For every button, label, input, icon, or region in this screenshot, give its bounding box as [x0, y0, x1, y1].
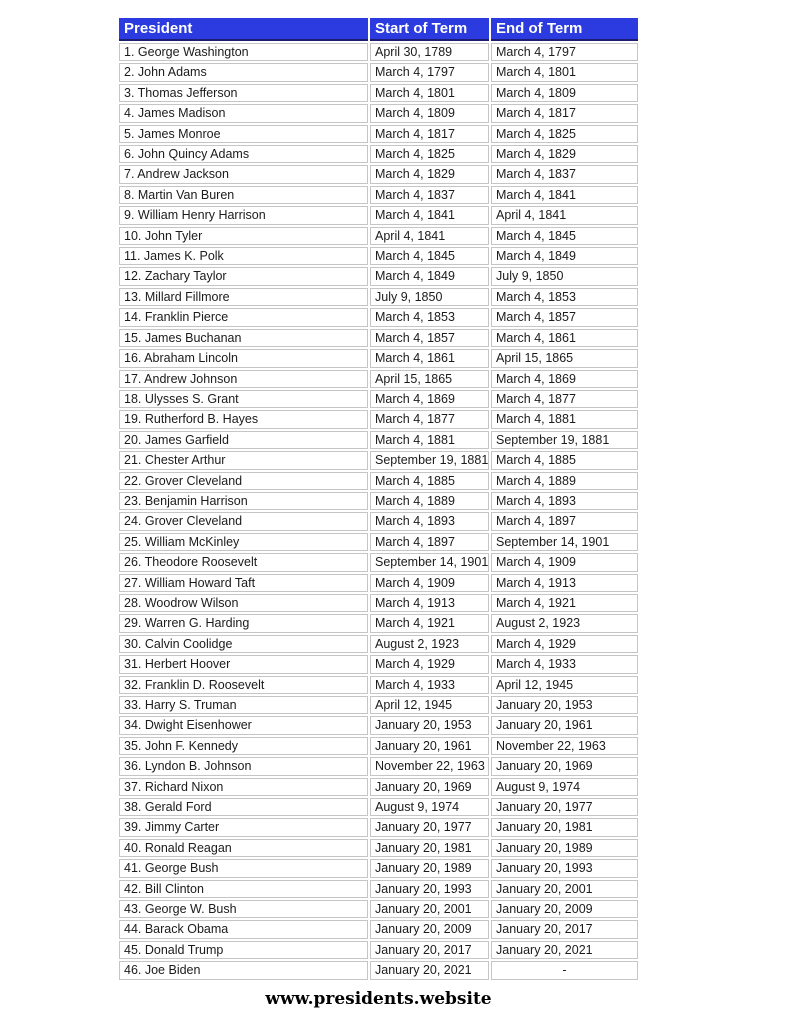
- president-cell: 22. Grover Cleveland: [119, 472, 368, 490]
- start-of-term-cell: March 4, 1797: [370, 63, 489, 81]
- end-of-term-cell: March 4, 1929: [491, 635, 638, 653]
- president-cell: 31. Herbert Hoover: [119, 655, 368, 673]
- end-of-term-cell: January 20, 1961: [491, 716, 638, 734]
- president-cell: 5. James Monroe: [119, 125, 368, 143]
- end-of-term-cell: March 4, 1829: [491, 145, 638, 163]
- start-of-term-cell: March 4, 1921: [370, 614, 489, 632]
- start-of-term-cell: March 4, 1825: [370, 145, 489, 163]
- start-of-term-cell: April 12, 1945: [370, 696, 489, 714]
- start-of-term-cell: March 4, 1809: [370, 104, 489, 122]
- start-of-term-cell: March 4, 1857: [370, 329, 489, 347]
- president-cell: 36. Lyndon B. Johnson: [119, 757, 368, 775]
- president-cell: 30. Calvin Coolidge: [119, 635, 368, 653]
- presidents-table-container: [117, 16, 640, 1009]
- end-of-term-cell: January 20, 2009: [491, 900, 638, 918]
- end-of-term-cell: January 20, 1981: [491, 818, 638, 836]
- table-row: [119, 798, 638, 816]
- president-cell: 11. James K. Polk: [119, 247, 368, 265]
- start-of-term-cell: March 4, 1841: [370, 206, 489, 224]
- start-of-term-cell: March 4, 1869: [370, 390, 489, 408]
- end-of-term-cell: March 4, 1837: [491, 165, 638, 183]
- president-cell: 8. Martin Van Buren: [119, 186, 368, 204]
- table-row: [119, 778, 638, 796]
- end-of-term-cell: November 22, 1963: [491, 737, 638, 755]
- president-cell: 18. Ulysses S. Grant: [119, 390, 368, 408]
- start-of-term-cell: April 4, 1841: [370, 227, 489, 245]
- start-of-term-cell: March 4, 1877: [370, 410, 489, 428]
- end-of-term-cell: March 4, 1877: [491, 390, 638, 408]
- end-of-term-cell: March 4, 1869: [491, 370, 638, 388]
- table-row: [119, 553, 638, 571]
- president-cell: 28. Woodrow Wilson: [119, 594, 368, 612]
- table-row: [119, 451, 638, 469]
- start-of-term-cell: March 4, 1861: [370, 349, 489, 367]
- end-of-term-cell: March 4, 1853: [491, 288, 638, 306]
- president-cell: 10. John Tyler: [119, 227, 368, 245]
- end-of-term-cell: July 9, 1850: [491, 267, 638, 285]
- end-of-term-cell: August 9, 1974: [491, 778, 638, 796]
- president-cell: 17. Andrew Johnson: [119, 370, 368, 388]
- end-of-term-cell: -: [491, 961, 638, 979]
- table-row: [119, 920, 638, 938]
- table-row: [119, 431, 638, 449]
- table-row: [119, 63, 638, 81]
- column-header-start-of-term: Start of Term: [370, 18, 489, 41]
- end-of-term-cell: April 12, 1945: [491, 676, 638, 694]
- president-cell: 25. William McKinley: [119, 533, 368, 551]
- start-of-term-cell: March 4, 1893: [370, 512, 489, 530]
- table-row: [119, 308, 638, 326]
- end-of-term-cell: March 4, 1857: [491, 308, 638, 326]
- end-of-term-cell: March 4, 1881: [491, 410, 638, 428]
- president-cell: 35. John F. Kennedy: [119, 737, 368, 755]
- table-row: [119, 43, 638, 61]
- president-cell: 39. Jimmy Carter: [119, 818, 368, 836]
- table-row: [119, 492, 638, 510]
- start-of-term-cell: April 30, 1789: [370, 43, 489, 61]
- end-of-term-cell: March 4, 1825: [491, 125, 638, 143]
- table-header: [119, 18, 638, 41]
- table-row: [119, 839, 638, 857]
- president-cell: 14. Franklin Pierce: [119, 308, 368, 326]
- start-of-term-cell: March 4, 1849: [370, 267, 489, 285]
- table-row: [119, 594, 638, 612]
- table-row: [119, 574, 638, 592]
- president-cell: 46. Joe Biden: [119, 961, 368, 979]
- table-row: [119, 104, 638, 122]
- table-row: [119, 267, 638, 285]
- table-row: [119, 614, 638, 632]
- president-cell: 7. Andrew Jackson: [119, 165, 368, 183]
- president-cell: 43. George W. Bush: [119, 900, 368, 918]
- start-of-term-cell: January 20, 2001: [370, 900, 489, 918]
- end-of-term-cell: March 4, 1933: [491, 655, 638, 673]
- start-of-term-cell: January 20, 2009: [370, 920, 489, 938]
- start-of-term-cell: March 4, 1897: [370, 533, 489, 551]
- table-body: [119, 43, 638, 980]
- end-of-term-cell: March 4, 1921: [491, 594, 638, 612]
- start-of-term-cell: March 4, 1845: [370, 247, 489, 265]
- president-cell: 24. Grover Cleveland: [119, 512, 368, 530]
- table-row: [119, 227, 638, 245]
- end-of-term-cell: January 20, 1993: [491, 859, 638, 877]
- end-of-term-cell: January 20, 1953: [491, 696, 638, 714]
- president-cell: 37. Richard Nixon: [119, 778, 368, 796]
- start-of-term-cell: August 2, 1923: [370, 635, 489, 653]
- site-url-text: www.presidents.website: [265, 988, 492, 1009]
- table-row: [119, 349, 638, 367]
- president-cell: 2. John Adams: [119, 63, 368, 81]
- table-row: [119, 165, 638, 183]
- president-cell: 1. George Washington: [119, 43, 368, 61]
- president-cell: 21. Chester Arthur: [119, 451, 368, 469]
- president-cell: 34. Dwight Eisenhower: [119, 716, 368, 734]
- start-of-term-cell: January 20, 1977: [370, 818, 489, 836]
- start-of-term-cell: March 4, 1889: [370, 492, 489, 510]
- end-of-term-cell: January 20, 1969: [491, 757, 638, 775]
- table-row: [119, 757, 638, 775]
- end-of-term-cell: April 15, 1865: [491, 349, 638, 367]
- end-of-term-cell: March 4, 1889: [491, 472, 638, 490]
- end-of-term-cell: March 4, 1897: [491, 512, 638, 530]
- start-of-term-cell: September 14, 1901: [370, 553, 489, 571]
- president-cell: 23. Benjamin Harrison: [119, 492, 368, 510]
- start-of-term-cell: January 20, 1993: [370, 880, 489, 898]
- end-of-term-cell: January 20, 2017: [491, 920, 638, 938]
- president-cell: 27. William Howard Taft: [119, 574, 368, 592]
- header-row: [119, 18, 638, 41]
- start-of-term-cell: January 20, 1961: [370, 737, 489, 755]
- end-of-term-cell: March 4, 1913: [491, 574, 638, 592]
- president-cell: 16. Abraham Lincoln: [119, 349, 368, 367]
- end-of-term-cell: August 2, 1923: [491, 614, 638, 632]
- end-of-term-cell: September 19, 1881: [491, 431, 638, 449]
- table-row: [119, 390, 638, 408]
- president-cell: 13. Millard Fillmore: [119, 288, 368, 306]
- president-cell: 29. Warren G. Harding: [119, 614, 368, 632]
- table-row: [119, 716, 638, 734]
- president-cell: 38. Gerald Ford: [119, 798, 368, 816]
- start-of-term-cell: August 9, 1974: [370, 798, 489, 816]
- table-row: [119, 676, 638, 694]
- table-row: [119, 880, 638, 898]
- end-of-term-cell: January 20, 1989: [491, 839, 638, 857]
- end-of-term-cell: March 4, 1885: [491, 451, 638, 469]
- president-cell: 45. Donald Trump: [119, 941, 368, 959]
- president-cell: 9. William Henry Harrison: [119, 206, 368, 224]
- table-row: [119, 247, 638, 265]
- start-of-term-cell: March 4, 1817: [370, 125, 489, 143]
- end-of-term-cell: January 20, 2021: [491, 941, 638, 959]
- start-of-term-cell: January 20, 2021: [370, 961, 489, 979]
- start-of-term-cell: September 19, 1881: [370, 451, 489, 469]
- table-row: [119, 961, 638, 979]
- president-cell: 42. Bill Clinton: [119, 880, 368, 898]
- start-of-term-cell: January 20, 1969: [370, 778, 489, 796]
- end-of-term-cell: March 4, 1809: [491, 84, 638, 102]
- end-of-term-cell: January 20, 2001: [491, 880, 638, 898]
- table-row: [119, 288, 638, 306]
- start-of-term-cell: March 4, 1929: [370, 655, 489, 673]
- end-of-term-cell: March 4, 1893: [491, 492, 638, 510]
- start-of-term-cell: July 9, 1850: [370, 288, 489, 306]
- table-row: [119, 859, 638, 877]
- end-of-term-cell: March 4, 1849: [491, 247, 638, 265]
- table-row: [119, 900, 638, 918]
- start-of-term-cell: March 4, 1837: [370, 186, 489, 204]
- start-of-term-cell: March 4, 1829: [370, 165, 489, 183]
- president-cell: 32. Franklin D. Roosevelt: [119, 676, 368, 694]
- column-header-end-of-term: End of Term: [491, 18, 638, 41]
- table-row: [119, 84, 638, 102]
- start-of-term-cell: March 4, 1853: [370, 308, 489, 326]
- president-cell: 41. George Bush: [119, 859, 368, 877]
- table-row: [119, 125, 638, 143]
- table-row: [119, 410, 638, 428]
- start-of-term-cell: March 4, 1801: [370, 84, 489, 102]
- table-row: [119, 533, 638, 551]
- table-row: [119, 145, 638, 163]
- end-of-term-cell: March 4, 1801: [491, 63, 638, 81]
- presidents-table: [117, 16, 640, 982]
- column-header-president: President: [119, 18, 368, 41]
- end-of-term-cell: March 4, 1861: [491, 329, 638, 347]
- end-of-term-cell: March 4, 1817: [491, 104, 638, 122]
- president-cell: 12. Zachary Taylor: [119, 267, 368, 285]
- president-cell: 15. James Buchanan: [119, 329, 368, 347]
- table-row: [119, 472, 638, 490]
- end-of-term-cell: April 4, 1841: [491, 206, 638, 224]
- president-cell: 33. Harry S. Truman: [119, 696, 368, 714]
- end-of-term-cell: March 4, 1841: [491, 186, 638, 204]
- president-cell: 44. Barack Obama: [119, 920, 368, 938]
- president-cell: 40. Ronald Reagan: [119, 839, 368, 857]
- start-of-term-cell: January 20, 1953: [370, 716, 489, 734]
- start-of-term-cell: March 4, 1881: [370, 431, 489, 449]
- start-of-term-cell: March 4, 1909: [370, 574, 489, 592]
- table-row: [119, 512, 638, 530]
- start-of-term-cell: November 22, 1963: [370, 757, 489, 775]
- end-of-term-cell: March 4, 1909: [491, 553, 638, 571]
- president-cell: 26. Theodore Roosevelt: [119, 553, 368, 571]
- president-cell: 6. John Quincy Adams: [119, 145, 368, 163]
- start-of-term-cell: April 15, 1865: [370, 370, 489, 388]
- table-row: [119, 818, 638, 836]
- start-of-term-cell: March 4, 1885: [370, 472, 489, 490]
- table-row: [119, 941, 638, 959]
- table-row: [119, 696, 638, 714]
- table-row: [119, 329, 638, 347]
- start-of-term-cell: January 20, 2017: [370, 941, 489, 959]
- start-of-term-cell: March 4, 1933: [370, 676, 489, 694]
- president-cell: 4. James Madison: [119, 104, 368, 122]
- president-cell: 20. James Garfield: [119, 431, 368, 449]
- table-row: [119, 186, 638, 204]
- start-of-term-cell: January 20, 1989: [370, 859, 489, 877]
- end-of-term-cell: March 4, 1845: [491, 227, 638, 245]
- president-cell: 3. Thomas Jefferson: [119, 84, 368, 102]
- table-row: [119, 635, 638, 653]
- end-of-term-cell: January 20, 1977: [491, 798, 638, 816]
- start-of-term-cell: March 4, 1913: [370, 594, 489, 612]
- table-row: [119, 206, 638, 224]
- end-of-term-cell: March 4, 1797: [491, 43, 638, 61]
- table-row: [119, 370, 638, 388]
- table-row: [119, 655, 638, 673]
- table-row: [119, 737, 638, 755]
- end-of-term-cell: September 14, 1901: [491, 533, 638, 551]
- start-of-term-cell: January 20, 1981: [370, 839, 489, 857]
- president-cell: 19. Rutherford B. Hayes: [119, 410, 368, 428]
